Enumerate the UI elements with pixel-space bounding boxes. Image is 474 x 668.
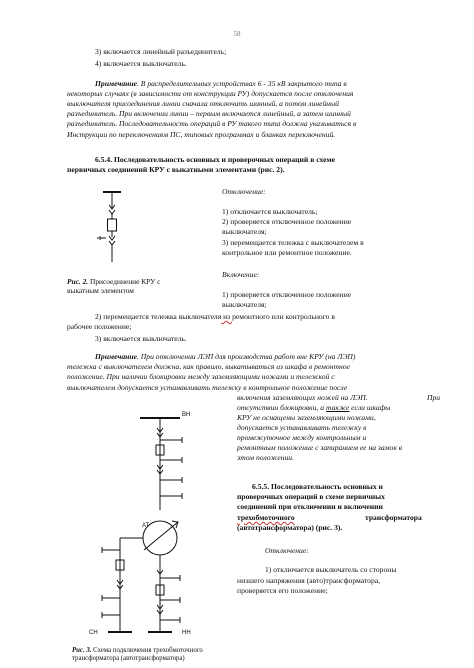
note-label: Примечание <box>95 79 137 88</box>
list-item: 2) перемещается тележка выключателя из ремонтного или контрольного в <box>95 312 335 321</box>
list-item: 2) проверяется отключенное положение <box>222 217 352 226</box>
note-line: включения заземляющих ножей на ЛЭП. <box>237 393 368 402</box>
fig2-diagram <box>95 192 135 267</box>
figure-caption: Рис. 2. Присоединение КРУ с <box>67 277 161 286</box>
section-heading: трансформатора <box>365 513 422 522</box>
note-first-line: Примечание. При отключении ЛЭП для производства работ вне КРУ (на ЛЭП) <box>95 352 356 361</box>
note-line: этом положении. <box>237 453 294 462</box>
section-heading: проверочных операций в схеме первичных <box>237 492 385 501</box>
subheading: Отключение: <box>265 546 309 555</box>
note-line: Инструкции по переключениям ПС, типовых программах и бланках переключений. <box>67 130 336 139</box>
note-first-line: Примечание. В распределительных устройствах 6 - 35 кВ закрытого типа в <box>95 79 347 88</box>
list-item: выключателя; <box>222 300 267 309</box>
section-heading: соединений при отключении и включении <box>237 502 383 511</box>
section-heading: 6.5.5. Последовательность основных и <box>252 482 383 491</box>
note-line: При <box>427 393 441 402</box>
section-heading: трехобмоточного <box>237 513 295 522</box>
note-line: промежуточное между контрольным и <box>237 433 367 442</box>
figure-caption: Рис. 3. Схема подключения трехобмоточного <box>72 647 203 654</box>
list-item: 1) отключается выключатель со стороны <box>265 565 397 574</box>
section-heading: (автотрансформатора) (рис. 3). <box>237 523 343 532</box>
list-item: 1) отключается выключатель; <box>222 207 318 216</box>
list-item: проверяется его положение; <box>237 586 328 595</box>
note-line: ремонтным положение с запиранием ее на замок в <box>237 443 403 452</box>
section-heading: 6.5.4. Последовательность основных и проверочных операций в схеме <box>95 155 335 164</box>
subheading: Включение: <box>222 270 260 279</box>
note-line: разъединитель. Последовательность операций в РУ такого типа должна указываться в <box>67 119 357 128</box>
list-item: низшего напряжения (авто)трансформатора, <box>237 576 381 585</box>
note-line: КРУ не оснащены заземляющими ножами, <box>237 413 376 422</box>
list-item: контрольное или ремонтное положение. <box>222 248 352 257</box>
note-line: разъединитель. При включении линии – первым включается линейный, а затем шинный <box>67 109 351 118</box>
label-at: АТ <box>142 523 150 529</box>
list-item: 3) включается выключатель. <box>95 334 187 343</box>
note-line: допускается устанавливать тележку в <box>237 423 367 432</box>
note-line: отсутствии блокировки, а также если шкафы <box>237 403 391 412</box>
list-item: 1) проверяется отключенное положение <box>222 290 352 299</box>
note-line: выключателем допускается устанавливать тележку в контрольное положение после <box>67 383 348 392</box>
list-item: выключателя; <box>222 227 267 236</box>
note-line: выключателя присоединения линии сначала отключать шинный, а потом линейный <box>67 99 339 108</box>
list-item: 3) включается линейный разъединитель; <box>95 47 227 56</box>
fig3-diagram <box>80 410 230 640</box>
note-label: Примечание <box>95 352 137 361</box>
subheading: Отключение: <box>222 187 266 196</box>
figure-caption-line: выкатным элементом <box>67 286 134 295</box>
list-item: 4) включается выключатель. <box>95 59 187 68</box>
label-vn: ВН <box>182 412 191 418</box>
section-heading: первичных соединений КРУ с выкатными элементами (рис. 2). <box>67 165 285 174</box>
list-item: рабочее положение; <box>67 322 132 331</box>
figure-caption-line: трансформатора (автотрансформатора) <box>72 655 185 662</box>
note-line: некоторых случаях (в зависимости от конструкции РУ) допускается после отключения <box>67 89 354 98</box>
note-line: тележка с выключателем должна, как правило, выкатываться из шкафа в ремонтное <box>67 362 350 371</box>
note-line: положение. При наличии блокировки между заземляющими ножами и тележкой с <box>67 372 335 381</box>
page-number: 58 <box>233 30 241 38</box>
label-nn: НН <box>182 630 191 636</box>
label-sn: СН <box>89 630 98 636</box>
list-item: 3) перемещается тележка с выключателем в <box>222 238 364 247</box>
